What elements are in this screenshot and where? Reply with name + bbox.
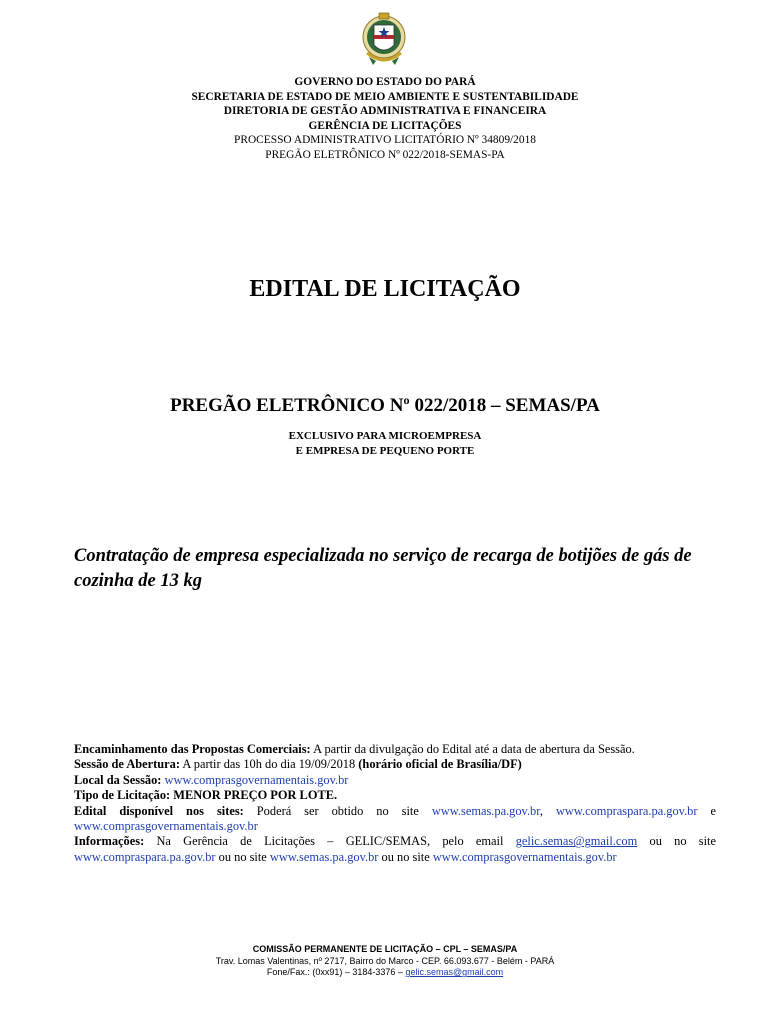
document-footer	[0, 944, 770, 979]
opening-label: Sessão de Abertura:	[74, 757, 181, 772]
header-directorate: DIRETORIA DE GESTÃO ADMINISTRATIVA E FINANCEIRA	[223, 105, 547, 118]
available-sep-1: ,	[539, 803, 556, 818]
document-header	[0, 75, 770, 163]
location-link[interactable]: www.comprasgovernamentais.gov.br	[164, 772, 349, 787]
info-section	[74, 742, 716, 865]
available-sep-2: e	[697, 803, 716, 818]
link-semas[interactable]: www.semas.pa.gov.br	[431, 803, 540, 818]
contact-label: Informações:	[74, 834, 145, 849]
page-title: EDITAL DE LICITAÇÃO	[249, 276, 521, 302]
footer-address: Trav. Lomas Valentinas, nº 2717, Bairro do Marco - CEP. 66.093.677 - Belém - PARÁ	[215, 955, 555, 966]
footer-phone-text: Fone/Fax.: (0xx91) – 3184-3376 –	[266, 967, 406, 978]
contact-link-compraspara[interactable]: www.compraspara.pa.gov.br	[74, 849, 216, 864]
link-compraspara[interactable]: www.compraspara.pa.gov.br	[555, 803, 698, 818]
contact-link-semas[interactable]: www.semas.pa.gov.br	[269, 849, 379, 864]
exclusive-line-1: EXCLUSIVO PARA MICROEMPRESA	[288, 430, 482, 442]
proposals-label: Encaminhamento das Propostas Comerciais:	[74, 742, 311, 756]
contact-sep-1: ou no site	[637, 834, 717, 849]
available-text: Poderá ser obtido no site	[243, 803, 432, 818]
footer-phone	[0, 967, 770, 979]
exclusive-line-2: E EMPRESA DE PEQUENO PORTE	[295, 444, 475, 457]
header-government: GOVERNO DO ESTADO DO PARÁ	[294, 76, 476, 88]
exclusive-notice	[0, 429, 770, 458]
type-label: Tipo de Licitação:	[74, 788, 171, 803]
state-coat-of-arms-icon	[361, 11, 407, 69]
link-comprasgovernamentais[interactable]: www.comprasgovernamentais.gov.br	[74, 819, 258, 834]
contact-link-comprasgovernamentais[interactable]: www.comprasgovernamentais.gov.br	[432, 849, 617, 864]
opening-paragraph	[74, 757, 716, 772]
type-value: MENOR PREÇO POR LOTE.	[170, 788, 338, 803]
available-paragraph	[74, 804, 716, 835]
contact-sep-3: ou no site	[378, 849, 433, 864]
header-management: GERÊNCIA DE LICITAÇÕES	[308, 119, 462, 132]
page-subtitle: PREGÃO ELETRÔNICO Nº 022/2018 – SEMAS/PA	[170, 395, 600, 416]
header-process-number: PROCESSO ADMINISTRATIVO LICITATÓRIO Nº 34809/2018	[234, 134, 536, 147]
contact-email-link[interactable]: gelic.semas@gmail.com	[515, 834, 638, 849]
contact-sep-2: ou no site	[215, 849, 270, 864]
header-secretariat: SECRETARIA DE ESTADO DE MEIO AMBIENTE E SUSTENTABILIDADE	[191, 90, 579, 103]
opening-text: A partir das 10h do dia 19/09/2018	[180, 757, 359, 772]
location-paragraph	[74, 773, 716, 788]
opening-timezone: (horário oficial de Brasília/DF)	[358, 757, 522, 772]
available-label: Edital disponível nos sites:	[74, 803, 244, 818]
procurement-object: Contratação de empresa especializada no serviço de recarga de botijões de gás de cozinha de 13 kg	[74, 546, 692, 591]
type-paragraph	[74, 788, 716, 803]
footer-commission: COMISSÃO PERMANENTE DE LICITAÇÃO – CPL – SEMAS/PA	[252, 944, 518, 954]
contact-paragraph	[74, 834, 716, 865]
proposals-paragraph	[74, 742, 716, 757]
location-label: Local da Sessão:	[74, 772, 162, 787]
proposals-text: A partir da divulgação do Edital até a data de abertura da Sessão.	[310, 742, 635, 756]
header-auction-number: PREGÃO ELETRÔNICO Nº 022/2018-SEMAS-PA	[265, 148, 505, 161]
footer-email-link[interactable]: gelic.semas@gmail.com	[405, 967, 504, 978]
contact-text: Na Gerência de Licitações – GELIC/SEMAS, pelo email	[144, 834, 516, 849]
